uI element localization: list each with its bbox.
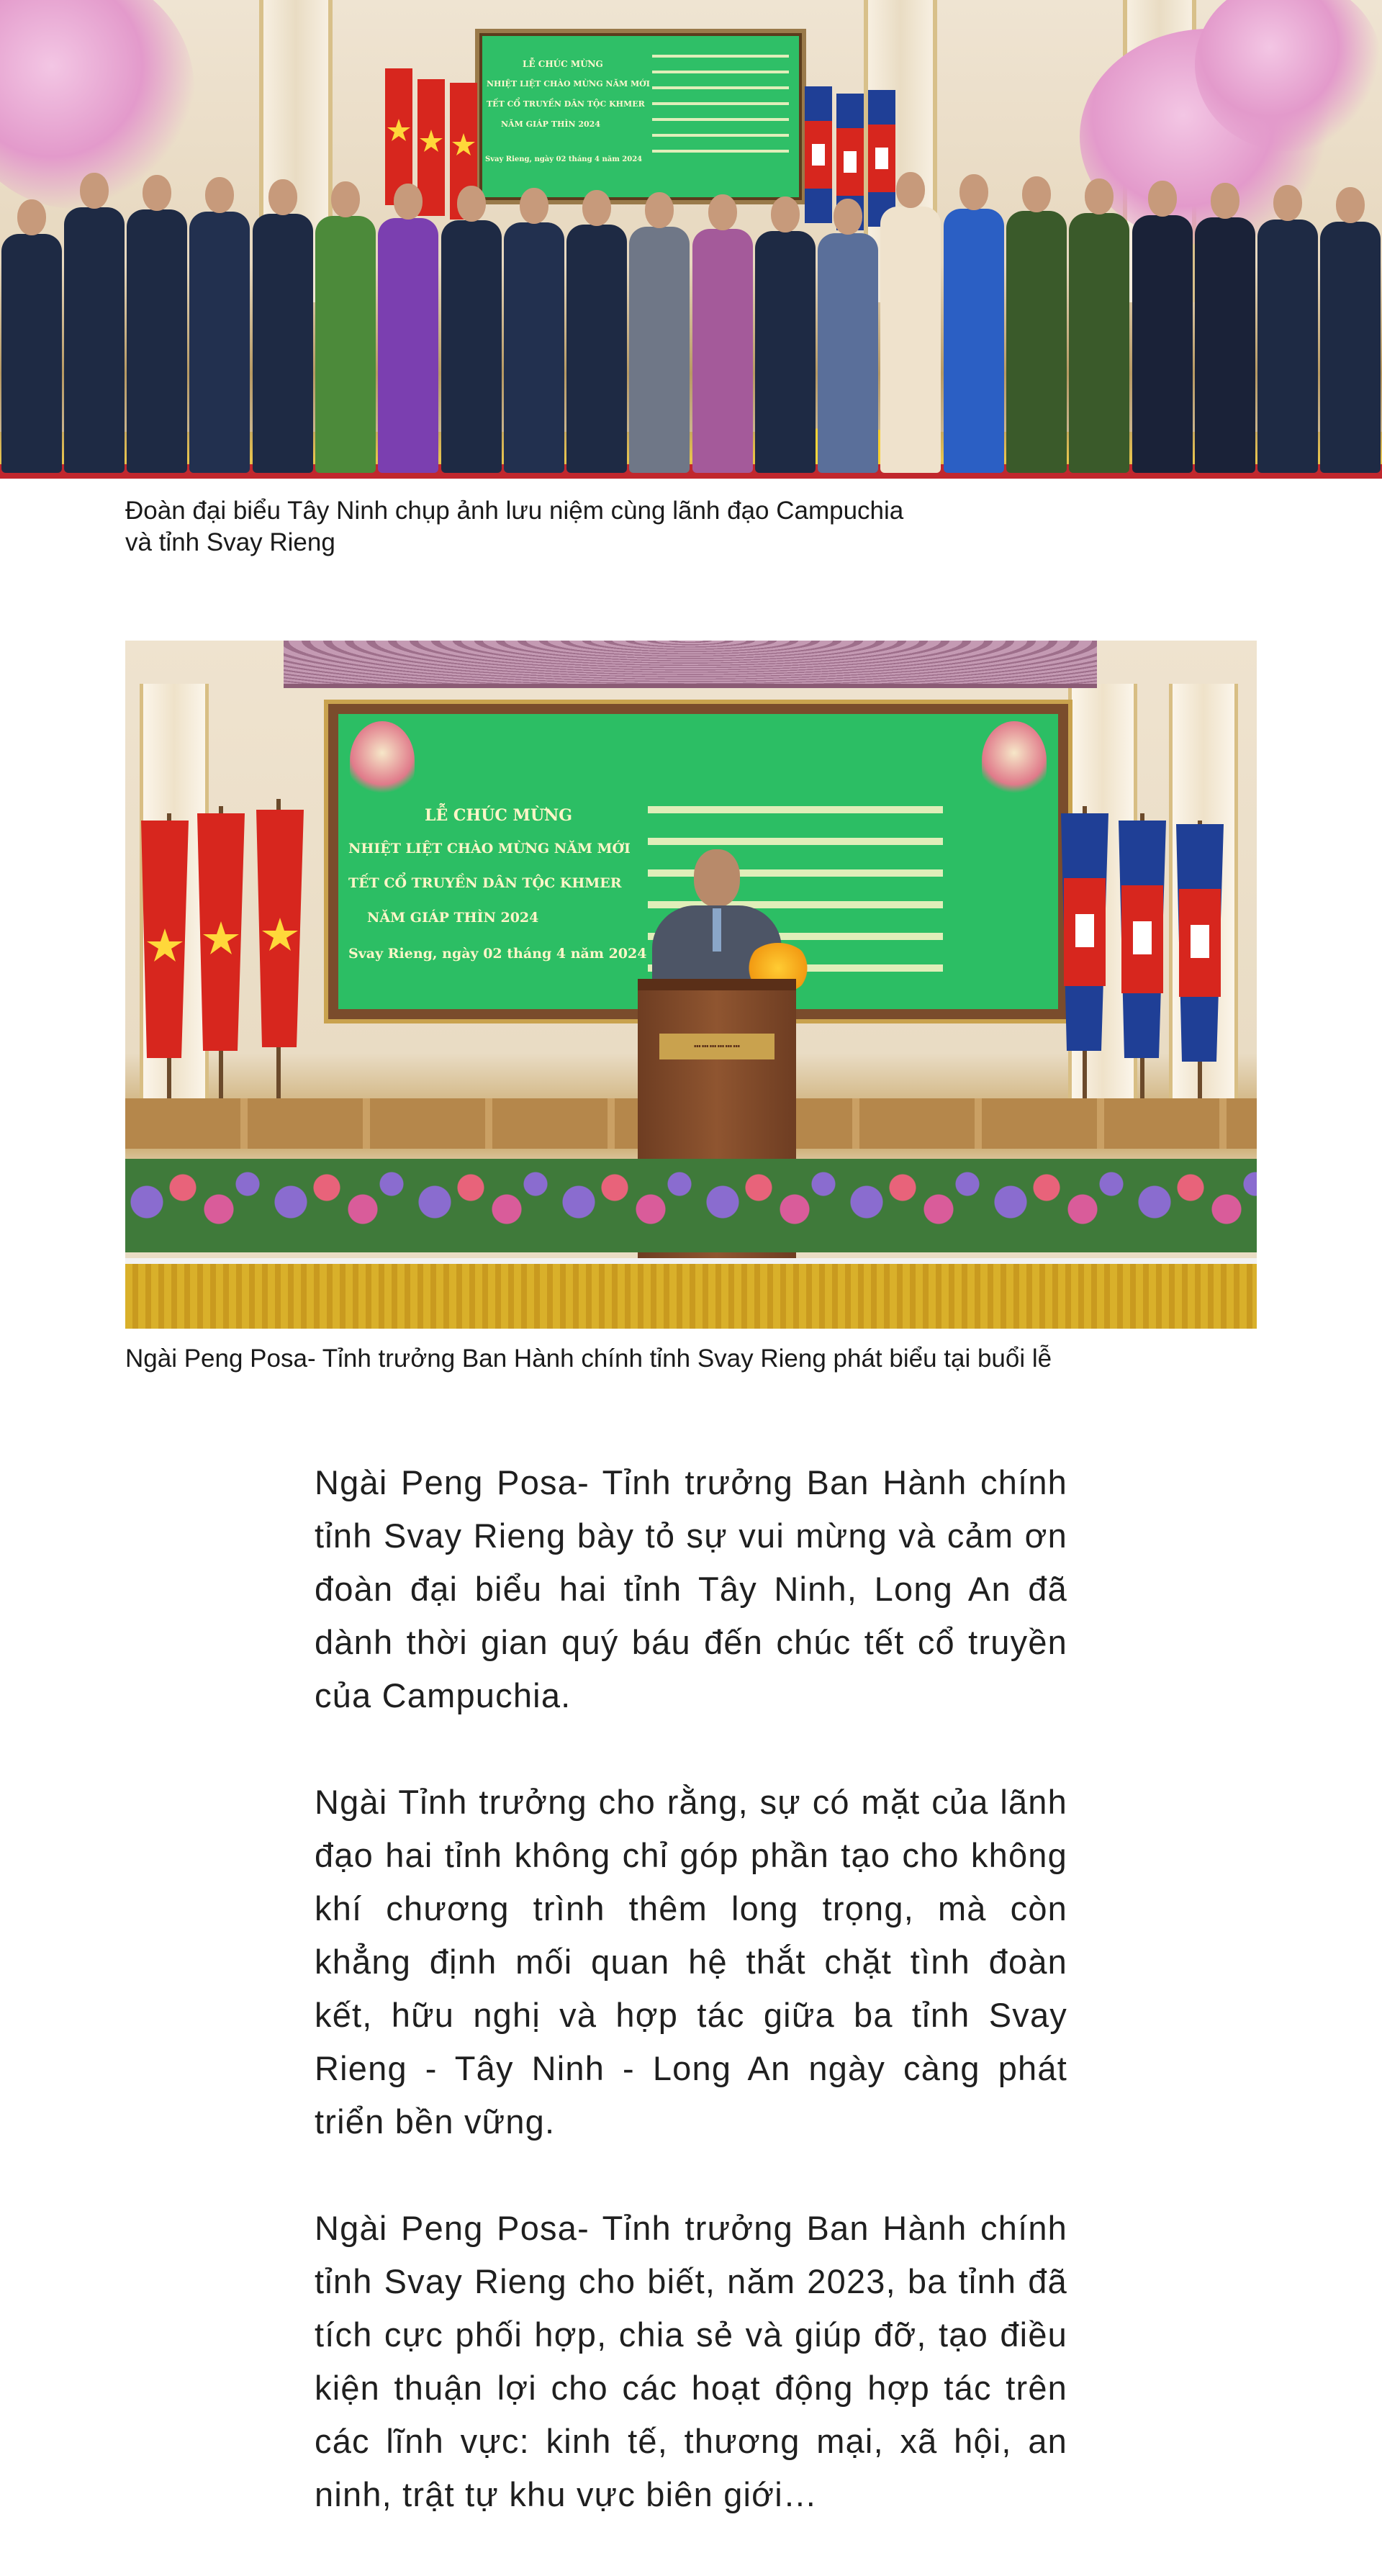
delegate-head bbox=[1336, 187, 1365, 223]
delegate-outfit bbox=[692, 229, 753, 473]
delegate-outfit bbox=[1257, 220, 1318, 473]
cambodia-flag bbox=[1119, 821, 1166, 1058]
delegate-outfit bbox=[64, 207, 125, 473]
delegate-head bbox=[205, 177, 234, 213]
delegate-head bbox=[17, 199, 46, 235]
delegate-outfit bbox=[441, 220, 502, 473]
delegate-head bbox=[520, 188, 548, 224]
speaker-head bbox=[694, 849, 740, 907]
delegate-figure bbox=[944, 174, 1004, 473]
delegate-outfit bbox=[818, 233, 878, 473]
khmer-text-block bbox=[652, 55, 789, 163]
screen-line: NHIỆT LIỆT CHÀO MỪNG NĂM MỚI bbox=[348, 841, 631, 857]
delegate-figure bbox=[1257, 185, 1318, 473]
delegate-head bbox=[771, 196, 800, 232]
delegate-head bbox=[394, 184, 423, 220]
article-paragraph: Ngài Tỉnh trưởng cho rằng, sự có mặt của lãnh đạo hai tỉnh không chỉ góp phần tạo cho không khí chương trình thêm long trọng, mà còn khẳng định mối quan hệ thắt chặt tình đoàn kết, hữu nghị và hợp tác giữa ba tỉnh Svay Rieng - Tây Ninh - Long An ngày càng phát triển bền vững. bbox=[315, 1783, 1067, 2141]
delegate-outfit bbox=[944, 209, 1004, 473]
cambodia-flag bbox=[1176, 824, 1224, 1062]
delegate-outfit bbox=[189, 212, 250, 473]
delegate-figure bbox=[64, 173, 125, 473]
delegate-outfit bbox=[880, 207, 941, 473]
article-paragraph: Ngài Peng Posa- Tỉnh trưởng Ban Hành chính tỉnh Svay Rieng cho biết, năm 2023, ba tỉnh đã tích cực phối hợp, chia sẻ và giúp đỡ, tạo điều kiện thuận lợi cho các hoạt động hợp tác trên các lĩnh vực: kinh tế, thương mại, xã hội, an ninh, trật tự khu vực biên giới… bbox=[315, 2209, 1067, 2513]
screen-title: LỄ CHÚC MỪNG bbox=[425, 806, 572, 825]
delegate-figure bbox=[692, 194, 753, 473]
delegate-head bbox=[582, 190, 611, 226]
delegate-outfit bbox=[253, 214, 313, 473]
delegate-head bbox=[1148, 181, 1177, 217]
led-screen bbox=[475, 29, 806, 204]
cambodia-flag bbox=[1061, 813, 1108, 1051]
delegate-figure bbox=[1132, 181, 1193, 473]
delegate-head bbox=[1211, 183, 1239, 219]
delegate-head bbox=[1085, 178, 1114, 214]
screen-line: NĂM GIÁP THÌN 2024 bbox=[367, 910, 539, 926]
podium-plate: ⵈⵈⵈⵈⵈⵈ bbox=[659, 1034, 774, 1059]
delegate-outfit bbox=[1, 234, 62, 473]
delegate-outfit bbox=[1006, 211, 1067, 473]
apsara-emblem-left bbox=[350, 721, 415, 800]
delegate-outfit bbox=[755, 231, 816, 473]
flower-bed bbox=[125, 1159, 1257, 1252]
delegate-head bbox=[331, 181, 360, 217]
delegate-figure bbox=[189, 177, 250, 473]
delegate-head bbox=[834, 199, 862, 235]
vietnam-flag bbox=[256, 810, 304, 1047]
delegate-figure bbox=[880, 172, 941, 473]
delegate-outfit bbox=[315, 216, 376, 473]
vietnam-flag bbox=[197, 813, 245, 1051]
delegate-head bbox=[1022, 176, 1051, 212]
delegate-head bbox=[896, 172, 925, 208]
delegate-figure bbox=[441, 186, 502, 473]
delegate-figure bbox=[1069, 178, 1129, 473]
delegate-outfit bbox=[1320, 222, 1381, 473]
delegate-outfit bbox=[1069, 213, 1129, 473]
delegate-figure bbox=[755, 196, 816, 473]
speaker-photo bbox=[125, 641, 1257, 1329]
screen-line: TẾT CỔ TRUYỀN DÂN TỘC KHMER bbox=[487, 99, 645, 109]
delegate-outfit bbox=[1195, 217, 1255, 473]
photo-caption-1 bbox=[125, 495, 1047, 559]
delegate-outfit bbox=[629, 227, 690, 473]
delegate-figure bbox=[1195, 183, 1255, 473]
caption-line: Đoàn đại biểu Tây Ninh chụp ảnh lưu niệm cùng lãnh đạo Campuchia bbox=[125, 497, 904, 525]
delegate-head bbox=[268, 179, 297, 215]
delegate-outfit bbox=[504, 222, 564, 473]
delegate-head bbox=[645, 192, 674, 228]
delegate-outfit bbox=[378, 218, 438, 473]
curtain-drape bbox=[284, 641, 1097, 688]
delegate-figure bbox=[127, 175, 187, 473]
caption-line: và tỉnh Svay Rieng bbox=[125, 528, 335, 556]
delegate-figure bbox=[818, 199, 878, 473]
delegate-head bbox=[80, 173, 109, 209]
delegate-figure bbox=[253, 179, 313, 473]
table-skirt bbox=[125, 1258, 1257, 1329]
delegate-figure bbox=[1006, 176, 1067, 473]
delegate-head bbox=[959, 174, 988, 210]
delegate-outfit bbox=[127, 209, 187, 473]
photo-caption-2: Ngài Peng Posa- Tỉnh trưởng Ban Hành chính tỉnh Svay Rieng phát biểu tại buổi lễ bbox=[125, 1345, 1052, 1373]
delegate-figure bbox=[566, 190, 627, 473]
article-paragraph: Ngài Peng Posa- Tỉnh trưởng Ban Hành chính tỉnh Svay Rieng bày tỏ sự vui mừng và cảm ơn đoàn đại biểu hai tỉnh Tây Ninh, Long An đã dành thời gian quý báu đến chúc tết cổ truyền của Campuchia. bbox=[315, 1463, 1067, 1714]
delegate-figure bbox=[1320, 187, 1381, 473]
group-photo bbox=[0, 0, 1382, 479]
screen-line: NHIỆT LIỆT CHÀO MỪNG NĂM MỚI bbox=[487, 79, 650, 89]
delegate-figure bbox=[1, 199, 62, 473]
delegate-head bbox=[1273, 185, 1302, 221]
speaker-tie bbox=[713, 908, 721, 952]
delegate-head bbox=[708, 194, 737, 230]
screen-date: Svay Rieng, ngày 02 tháng 4 năm 2024 bbox=[348, 946, 647, 962]
delegate-figure bbox=[378, 184, 438, 473]
screen-line: TẾT CỔ TRUYỀN DÂN TỘC KHMER bbox=[348, 875, 622, 891]
vietnam-flag bbox=[141, 821, 189, 1058]
apsara-emblem-right bbox=[982, 721, 1047, 800]
screen-line: NĂM GIÁP THÌN 2024 bbox=[501, 119, 600, 129]
screen-title: LỄ CHÚC MỪNG bbox=[523, 59, 603, 69]
screen-date: Svay Rieng, ngày 02 tháng 4 năm 2024 bbox=[485, 155, 643, 163]
delegate-head bbox=[457, 186, 486, 222]
delegate-head bbox=[143, 175, 171, 211]
delegate-outfit bbox=[1132, 215, 1193, 473]
delegate-figure bbox=[504, 188, 564, 473]
delegate-figure bbox=[629, 192, 690, 473]
delegate-outfit bbox=[566, 225, 627, 473]
delegate-figure bbox=[315, 181, 376, 473]
